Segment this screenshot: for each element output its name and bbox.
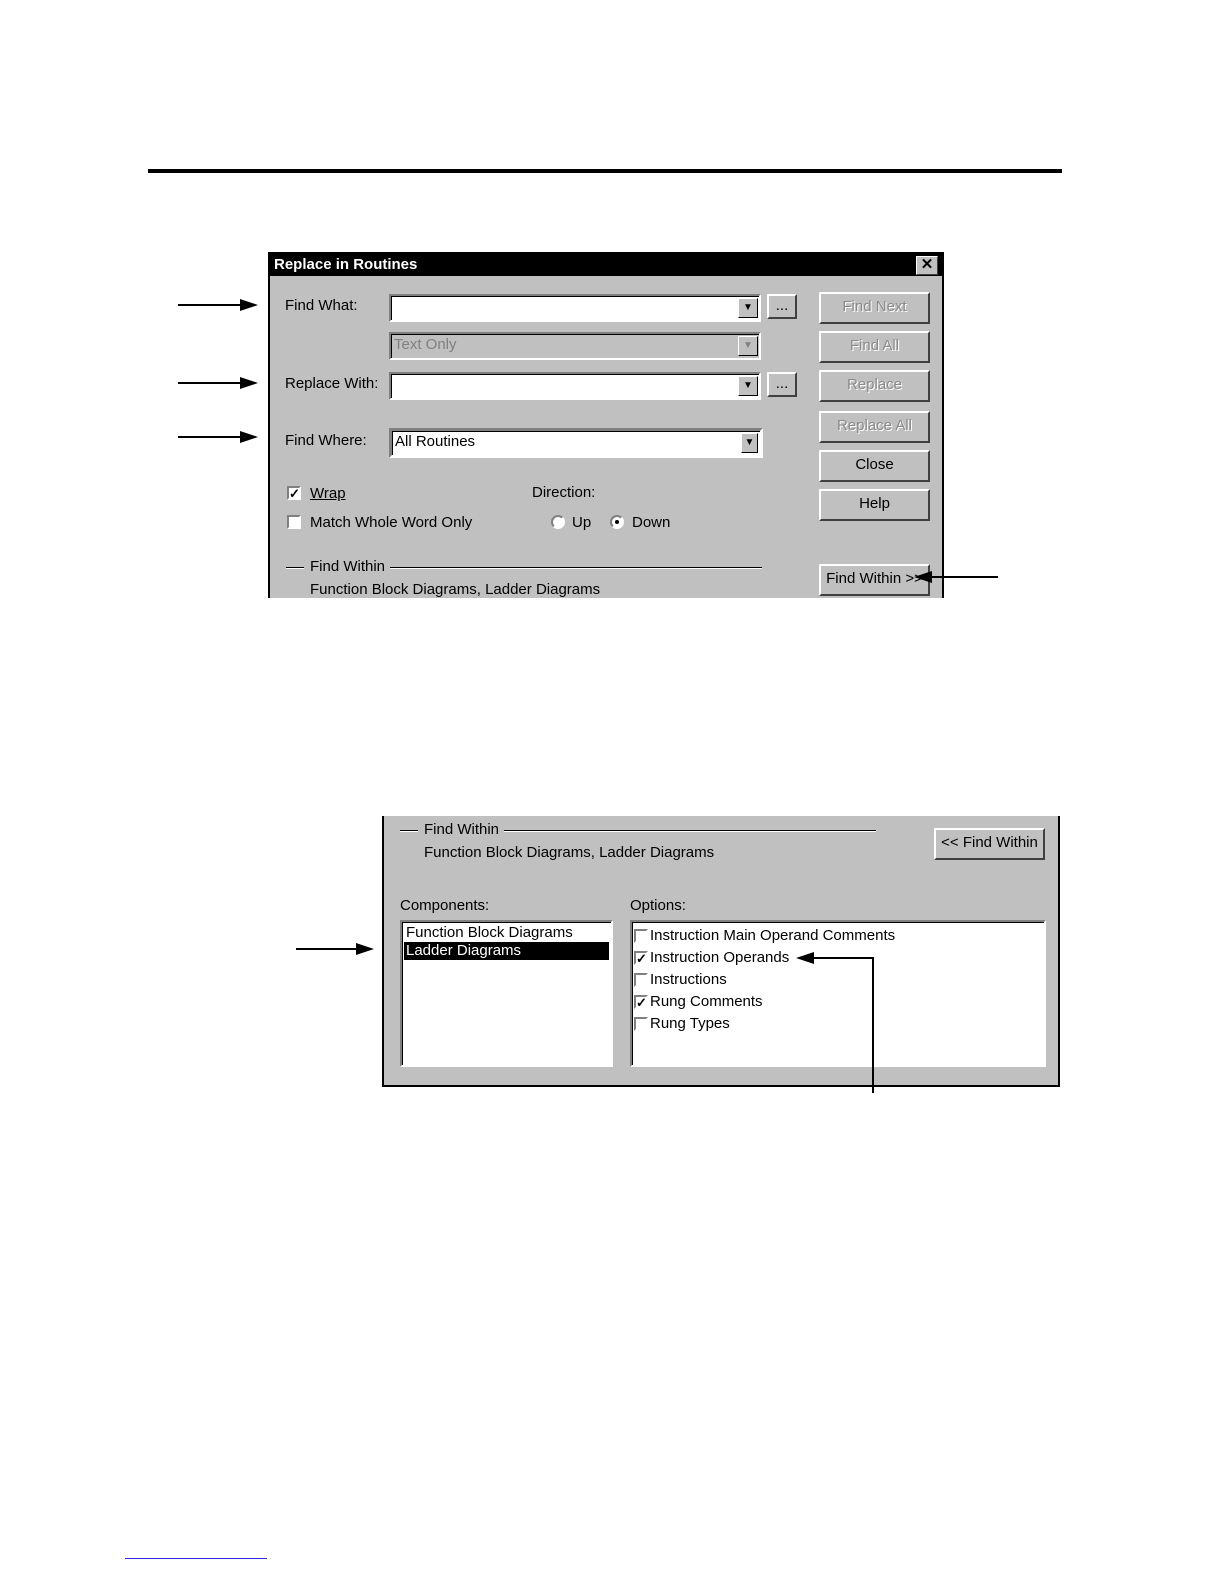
find-within-expand-button[interactable]: Find Within >> (819, 564, 930, 596)
components-list[interactable] (400, 920, 613, 1067)
group-divider (400, 830, 418, 832)
list-item[interactable] (634, 969, 1042, 991)
find-where-select[interactable] (389, 428, 763, 458)
find-within-label: Find Within (310, 558, 386, 575)
option-checkbox[interactable] (634, 973, 648, 987)
find-what-browse-button[interactable]: ... (767, 294, 797, 319)
chevron-down-icon[interactable]: ▼ (738, 376, 758, 396)
direction-up-radio[interactable] (551, 515, 565, 529)
match-whole-word-checkbox[interactable] (287, 515, 301, 529)
find-type-value: Text Only (394, 336, 457, 353)
find-within-panel (382, 816, 1060, 1087)
replace-with-browse-button[interactable]: ... (767, 372, 797, 397)
expanded-find-within-value: Function Block Diagrams, Ladder Diagrams (424, 844, 715, 861)
components-label: Components: (400, 897, 490, 914)
option-label: Instruction Operands (650, 949, 790, 966)
group-divider (504, 830, 876, 832)
replace-in-routines-dialog (268, 252, 944, 598)
dialog-title: Replace in Routines (270, 254, 942, 276)
wrap-label: Wrap (310, 485, 346, 502)
find-what-label: Find What: (285, 297, 358, 314)
list-item[interactable]: Ladder Diagrams (404, 942, 609, 960)
list-item[interactable] (634, 925, 1042, 947)
chevron-down-icon[interactable]: ▼ (741, 433, 758, 453)
group-divider (286, 567, 304, 569)
replace-all-button[interactable]: Replace All (819, 411, 930, 443)
close-button[interactable]: Close (819, 450, 930, 482)
chevron-down-icon[interactable]: ▼ (738, 298, 758, 318)
option-label: Instruction Main Operand Comments (650, 927, 896, 944)
find-next-button[interactable]: Find Next (819, 292, 930, 324)
match-whole-word-label: Match Whole Word Only (310, 514, 473, 531)
list-item[interactable] (634, 991, 1042, 1013)
find-all-button[interactable]: Find All (819, 331, 930, 363)
list-item[interactable]: Function Block Diagrams (406, 924, 573, 941)
option-checkbox[interactable]: ✓ (636, 951, 647, 966)
group-divider (390, 567, 762, 569)
find-where-value: All Routines (395, 433, 476, 450)
option-checkbox[interactable] (634, 929, 648, 943)
list-item[interactable] (634, 1013, 1042, 1035)
close-icon[interactable]: ✕ (916, 256, 938, 275)
find-within-value: Function Block Diagrams, Ladder Diagrams (310, 581, 601, 598)
find-where-label: Find Where: (285, 432, 367, 449)
chevron-down-icon: ▼ (738, 336, 758, 356)
direction-down-radio[interactable] (610, 515, 624, 529)
direction-up-label: Up (572, 514, 592, 531)
help-button[interactable]: Help (819, 489, 930, 521)
option-checkbox[interactable] (634, 1017, 648, 1031)
find-within-collapse-button[interactable]: << Find Within (934, 828, 1045, 860)
replace-with-label: Replace With: (285, 375, 379, 392)
footer-rule (125, 1558, 267, 1559)
find-what-input[interactable] (389, 294, 761, 322)
options-list[interactable] (630, 920, 1046, 1067)
option-label: Instructions (650, 971, 727, 988)
direction-down-label: Down (632, 514, 671, 531)
direction-label: Direction: (532, 484, 596, 501)
option-label: Rung Comments (650, 993, 763, 1010)
expanded-find-within-label: Find Within (424, 821, 500, 838)
page-header-rule (148, 169, 1062, 173)
radio-selected-dot (615, 520, 619, 524)
option-label: Rung Types (650, 1015, 730, 1032)
wrap-checkbox[interactable]: ✓ (289, 486, 300, 501)
options-label: Options: (630, 897, 686, 914)
replace-button[interactable]: Replace (819, 370, 930, 402)
option-checkbox[interactable]: ✓ (636, 995, 647, 1010)
replace-with-input[interactable] (389, 372, 761, 400)
find-type-select (389, 332, 761, 360)
